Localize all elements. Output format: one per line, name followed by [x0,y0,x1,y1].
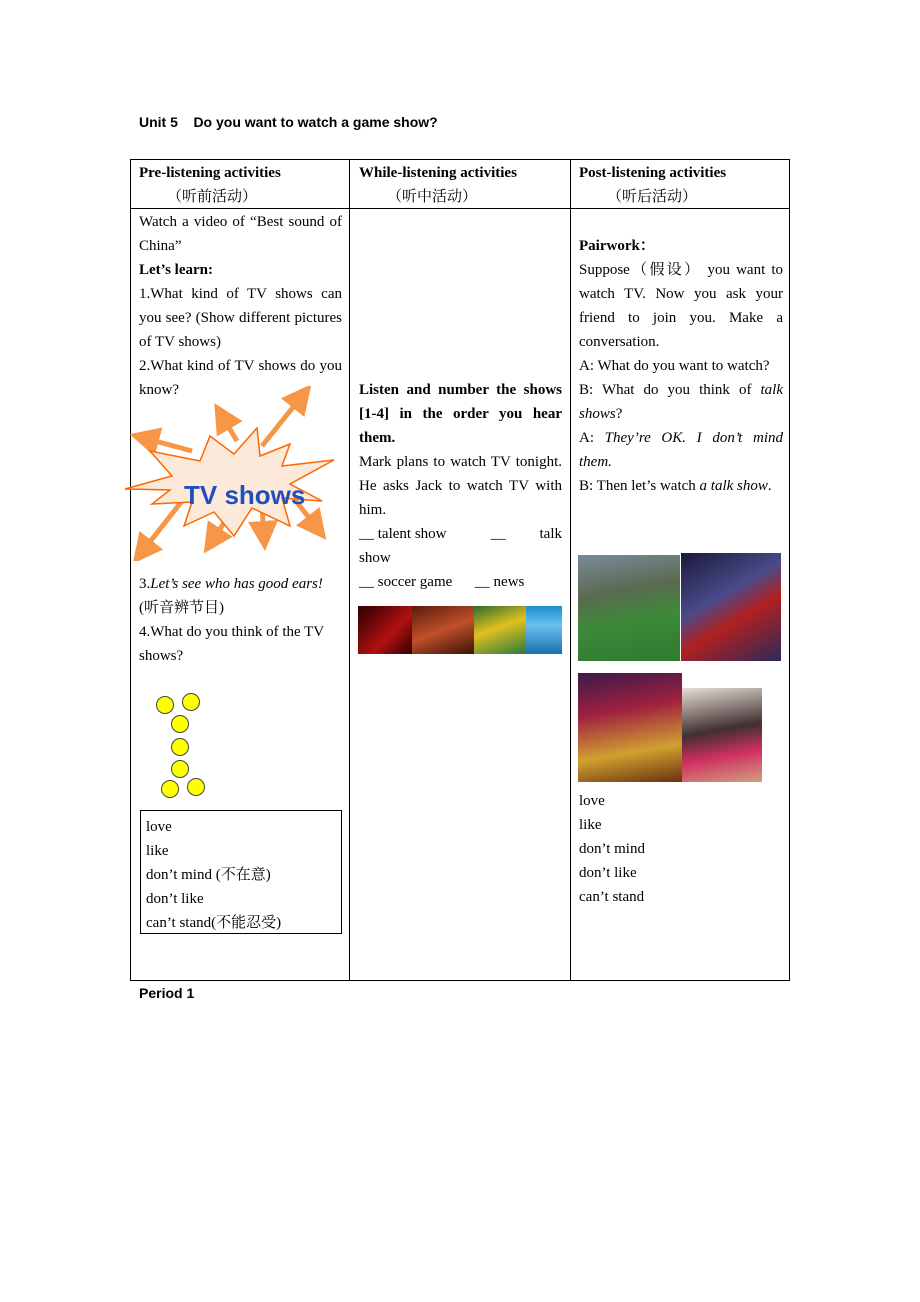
word-like: like [579,817,602,833]
happy-face-icon [182,693,200,711]
dialogue-b1-end: ? [615,406,623,422]
header-label: Post-listening activities [579,165,727,181]
question-1: 1.What kind of TV shows can you see? (Show different pictures of TV shows) [139,286,342,350]
post-word-list [579,789,783,909]
question-3-text: Let’s see who has good ears! [150,576,323,592]
dialogue-b2-text: B: Then let’s watch [579,478,700,494]
pairwork-label: Pairwork： [579,238,655,254]
table-border-left [130,159,131,981]
dialogue-b1-italic: talk shows [579,382,783,422]
sad-face-icon [187,778,205,796]
table-border-top [130,159,790,160]
dialogue-b1 [579,378,783,426]
header-cn: （听中活动） [387,189,478,205]
item-row-2 [359,570,562,594]
word-dont-mind: don’t mind [579,841,645,857]
news-photo [526,606,562,654]
word-dont-like: don’t like [579,865,637,881]
soccer-photo [578,555,680,661]
question-3-cn: (听音辨节目) [139,600,224,616]
dialogue-b1-text: B: What do you think of [579,382,761,398]
dialogue-b2-italic: a talk show [699,478,768,494]
period-label: Period 1 [139,985,195,1001]
burst-label: TV shows [184,480,306,510]
header-label: Pre-listening activities [139,165,281,181]
header-label: While-listening activities [359,165,517,181]
soccer-game-photo [474,606,526,654]
word-love: love [146,819,172,835]
suppose-text: Suppose（假设） you want to watch TV. Now you ask your friend to join you. Make a conversation. [579,262,783,350]
column-header-post [579,161,784,209]
post-text [579,234,783,498]
talent-show-photo [358,606,412,654]
dialogue-a2 [579,426,783,474]
item-talent-show: __ talent show [359,526,447,542]
happy-face-icon [156,696,174,714]
feelings-word-box [140,810,342,934]
arrow-icon [222,416,237,441]
listening-instruction: Listen and number the shows [1-4] in the order you hear them. [359,382,562,446]
happy-face-icon [171,715,189,733]
dialogue-b2 [579,474,783,498]
listening-context: Mark plans to watch TV tonight. He asks Jack to watch TV with him. [359,454,562,518]
intro-text: Watch a video of “Best sound of China” [139,214,342,254]
group-photo [682,688,762,782]
dialogue-a1: A: What do you want to watch? [579,358,770,374]
while-text [359,378,562,594]
word-cant-stand: can’t stand [579,889,645,905]
arrow-icon [142,501,182,552]
word-dont-like: don’t like [146,891,204,907]
arrow-icon [144,438,192,451]
question-3-num: 3. [139,576,151,592]
column-header-pre [139,161,344,209]
arrow-icon [262,396,302,446]
item-talk-show-b: show [359,550,391,566]
item-row-1 [359,522,562,546]
neutral-face-icon [171,760,189,778]
word-cant-stand: can’t stand(不能忍受) [146,915,282,931]
tv-shows-burst-graphic [122,386,342,561]
question-2: 2.What kind of TV shows do you know? [139,358,342,398]
table-border-bottom [130,980,790,981]
pre-text-top [139,210,342,402]
item-talk-show-a: __ talk [490,526,562,542]
word-dont-mind: don’t mind (不在意) [146,867,271,883]
dialogue-b2-end: . [767,478,772,494]
column-divider-1 [349,159,350,981]
question-4: 4.What do you think of the TV shows? [139,624,324,664]
column-divider-2 [570,159,571,981]
sad-face-icon [161,780,179,798]
dialogue-a2-italic: They’re OK. I don’t mind them. [579,430,783,470]
word-like: like [146,843,169,859]
pre-text-bottom [139,572,344,668]
table-border-right [789,159,790,981]
talk-show-host-photo [681,553,781,661]
lets-learn-label: Let’s learn: [139,262,214,278]
column-header-while [359,161,564,209]
dialogue-a2-text: A: [579,430,605,446]
item-soccer-game: __ soccer game [359,574,453,590]
talent-show-stage-photo [578,673,682,782]
word-love: love [579,793,605,809]
page-title: Unit 5 Do you want to watch a game show? [139,114,438,130]
item-news: __ news [474,574,525,590]
header-cn: （听前活动） [167,189,258,205]
neutral-face-icon [171,738,189,756]
talk-show-photo [412,606,474,654]
question-3 [139,572,344,596]
header-cn: （听后活动） [607,189,698,205]
